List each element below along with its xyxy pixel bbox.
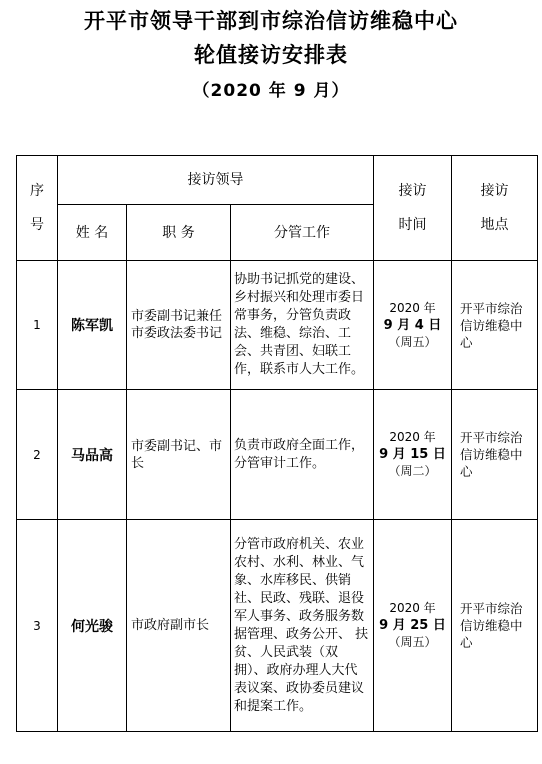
row-date-day: 9 月 15 日 bbox=[379, 447, 446, 462]
row-date bbox=[374, 390, 452, 520]
table-row bbox=[17, 261, 538, 390]
row-location: 开平市综治信访维稳中心 bbox=[452, 261, 538, 390]
row-name: 何光骏 bbox=[58, 520, 127, 732]
row-date-year: 2020 年 bbox=[389, 601, 436, 615]
header-seq bbox=[17, 156, 58, 261]
row-position: 市委副书记、市长 bbox=[127, 390, 231, 520]
title-line-2: 轮值接访安排表 bbox=[194, 43, 348, 67]
table-row bbox=[17, 520, 538, 732]
row-duties: 协助书记抓党的建设、乡村振兴和处理市委日常事务，分管负责政法、维稳、综治、工会、共青团、妇联工作，联系市人大工作。 bbox=[231, 261, 374, 390]
row-date bbox=[374, 261, 452, 390]
table-row bbox=[17, 390, 538, 520]
header-place-line-2: 地点 bbox=[480, 217, 509, 233]
header-time-line-1: 接访 bbox=[398, 183, 427, 199]
row-date-day: 9 月 4 日 bbox=[383, 317, 442, 333]
row-seq: 2 bbox=[17, 390, 58, 520]
header-position: 职 务 bbox=[127, 205, 231, 261]
row-seq: 3 bbox=[17, 520, 58, 732]
schedule-table bbox=[16, 155, 538, 732]
header-seq-char-2: 号 bbox=[30, 217, 44, 233]
header-place bbox=[452, 156, 538, 261]
header-time-line-2: 时间 bbox=[398, 217, 427, 233]
row-date-year: 2020 年 bbox=[389, 300, 436, 315]
header-time bbox=[374, 156, 452, 261]
row-duties: 分管市政府机关、农业农村、水利、林业、气象、水库移民、供销社、民政、残联、退役军人事务、政务服务数据管理、政务公开、 扶贫、人民武装（双拥）、政府办理人大代表议案、政协委员建议和提案工作。 bbox=[231, 520, 374, 732]
row-date-day: 9 月 25 日 bbox=[379, 618, 446, 633]
row-location: 开平市综治信访维稳中心 bbox=[452, 520, 538, 732]
header-name: 姓 名 bbox=[58, 205, 127, 261]
row-name: 陈军凯 bbox=[58, 261, 127, 390]
row-location: 开平市综治信访维稳中心 bbox=[452, 390, 538, 520]
header-duties: 分管工作 bbox=[231, 205, 374, 261]
row-date-year: 2020 年 bbox=[389, 430, 436, 444]
row-position: 市政府副市长 bbox=[127, 520, 231, 732]
row-seq: 1 bbox=[17, 261, 58, 390]
header-seq-char-1: 序 bbox=[30, 183, 44, 199]
title-date-line: （2020 年 9 月） bbox=[192, 81, 350, 101]
row-date-week: （周五） bbox=[388, 334, 437, 349]
header-leader-group: 接访领导 bbox=[58, 156, 374, 205]
row-date bbox=[374, 520, 452, 732]
header-row-1 bbox=[17, 156, 538, 205]
row-date-week: （周二） bbox=[388, 464, 437, 478]
title-line-1: 开平市领导干部到市综治信访维稳中心 bbox=[84, 9, 458, 33]
row-name: 马品高 bbox=[58, 390, 127, 520]
row-duties: 负责市政府全面工作，分管审计工作。 bbox=[231, 390, 374, 520]
header-place-line-1: 接访 bbox=[480, 183, 509, 199]
row-position: 市委副书记兼任市委政法委书记 bbox=[127, 261, 231, 390]
row-date-week: （周五） bbox=[388, 635, 437, 649]
